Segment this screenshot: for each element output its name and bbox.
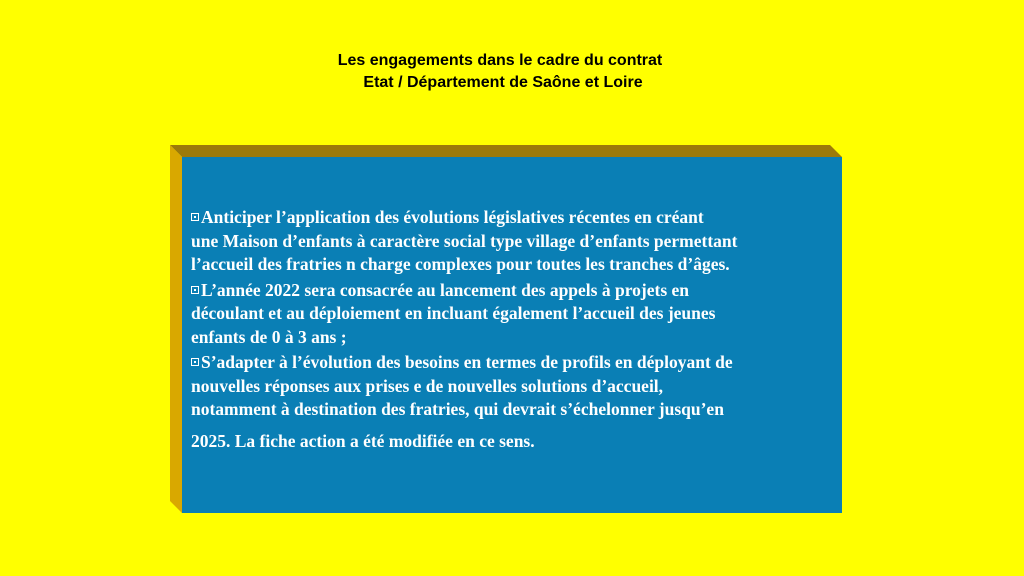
bullet-3-line-3: notamment à destination des fratries, qui devrait s’échelonner jusqu’en (191, 399, 724, 419)
square-bullet-icon (191, 213, 199, 221)
title-line-2: Etat / Département de Saône et Loire (363, 74, 643, 91)
bullet-1-line-1: Anticiper l’application des évolutions législatives récentes en créant (201, 207, 704, 227)
bullet-2-line-1: L’année 2022 sera consacrée au lancement des appels à projets en (201, 279, 690, 300)
bullet-list (191, 206, 836, 455)
bullet-2-line-3: enfants de 0 à 3 ans ; (191, 326, 347, 347)
box-top-bevel (170, 145, 842, 157)
bullet-2-line-2: découlant et au déploiement en incluant également l’accueil des jeunes (191, 303, 716, 323)
bullet-3-line-2: nouvelles réponses aux prises e de nouvelles solutions d’accueil, (191, 375, 664, 396)
bullet-3-line-1: S’adapter à l’évolution des besoins en termes de profils en déployant de (201, 352, 733, 372)
bullet-item-1 (191, 206, 836, 277)
square-bullet-icon (191, 286, 199, 294)
bullet-item-3 (191, 351, 836, 453)
title-line-1: Les engagements dans le cadre du contrat (337, 52, 663, 69)
bullet-item-2 (191, 279, 836, 350)
slide-title (0, 50, 1000, 94)
square-bullet-icon (191, 358, 199, 366)
box-left-bevel (170, 145, 182, 513)
bullet-1-line-2: une Maison d’enfants à caractère social type village d’enfants permettant (191, 230, 738, 251)
bullet-3-last-line: 2025. La fiche action a été modifiée en ce sens. (191, 430, 535, 451)
bullet-1-line-3: l’accueil des fratries n charge complexes pour toutes les tranches d’âges. (191, 254, 730, 274)
